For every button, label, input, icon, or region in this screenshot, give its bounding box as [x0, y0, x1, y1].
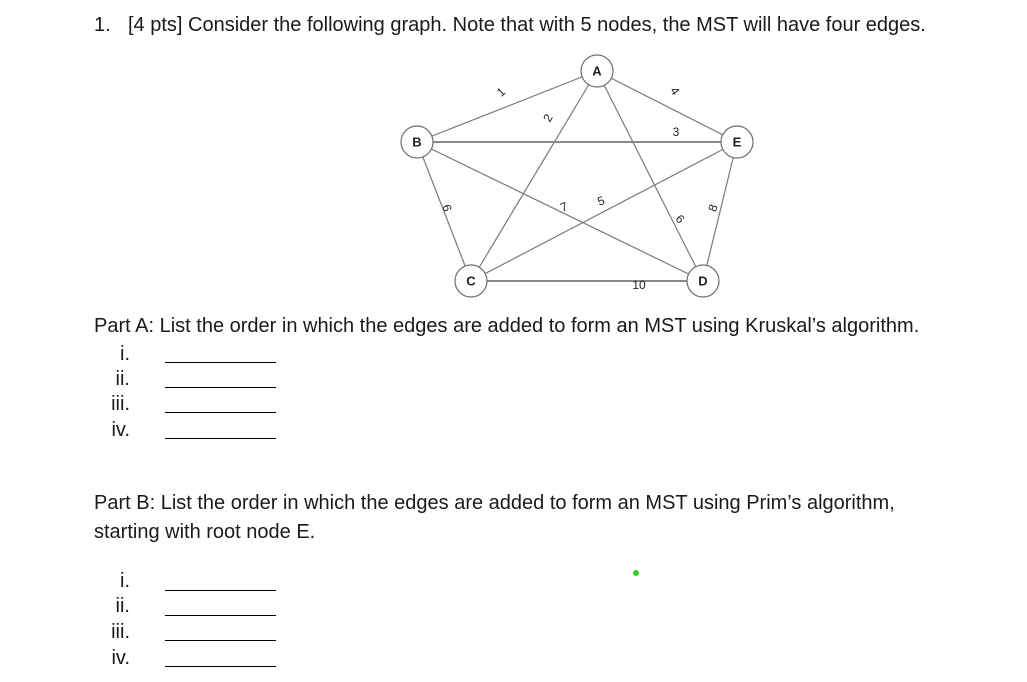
part-a-answer-blank-1 [165, 362, 276, 363]
edge-weight-b-d: 7 [558, 199, 570, 215]
node-d [687, 265, 719, 297]
edge-weight-a-d: 6 [672, 211, 688, 227]
node-e [721, 126, 753, 158]
part-a-item-2-label: ii. [115, 368, 130, 390]
question-number: 1. [94, 14, 111, 36]
edge-weight-e-d: 8 [705, 202, 721, 214]
part-b-prompt-line-2: starting with root node E. [94, 521, 316, 543]
part-b-item-4-label: iv. [111, 647, 130, 669]
edge-weight-a-c: 2 [540, 111, 556, 125]
node-label-a: A [592, 63, 602, 79]
part-a-prompt: Part A: List the order in which the edges are added to form an MST using Kruskal’s algorithm. [94, 315, 920, 337]
edge-weight-c-d: 10 [632, 278, 646, 292]
edge-weight-b-c: 6 [439, 202, 455, 214]
edge-weight-c-e: 5 [595, 193, 607, 209]
edge-b-d [417, 142, 703, 281]
part-b-answer-blank-3 [165, 640, 276, 641]
part-a-item-1-label: i. [120, 343, 130, 365]
part-a-item-3-label: iii. [111, 393, 130, 415]
node-a [581, 55, 613, 87]
part-b-item-1-label: i. [120, 570, 130, 592]
part-b-item-3-label: iii. [111, 621, 130, 643]
part-b-item-2-label: ii. [115, 595, 130, 617]
part-b-prompt-line-1: Part B: List the order in which the edges are added to form an MST using Prim’s algorithm, [94, 492, 895, 514]
part-a-item-4-label: iv. [111, 419, 130, 441]
part-a-answer-blank-2 [165, 387, 276, 388]
node-c [455, 265, 487, 297]
part-a-answer-blank-4 [165, 438, 276, 439]
node-label-c: C [466, 273, 476, 289]
edge-weight-b-e: 3 [672, 125, 680, 139]
edge-a-b [417, 71, 597, 142]
part-a-answer-blank-3 [165, 412, 276, 413]
edge-e-d [703, 142, 737, 281]
edge-weight-a-b: 1 [493, 84, 509, 100]
edge-a-c [471, 71, 597, 281]
node-label-b: B [412, 134, 422, 150]
node-label-e: E [732, 134, 742, 150]
node-b [401, 126, 433, 158]
green-dot-marker [633, 570, 639, 576]
part-b-answer-blank-4 [165, 666, 276, 667]
edge-a-e [597, 71, 737, 142]
edge-c-e [471, 142, 737, 281]
edge-weight-a-e: 4 [667, 84, 683, 98]
part-b-answer-blank-2 [165, 615, 276, 616]
question-text: [4 pts] Consider the following graph. Note that with 5 nodes, the MST will have four edges. [128, 14, 926, 36]
edge-a-d [597, 71, 703, 281]
part-b-answer-blank-1 [165, 590, 276, 591]
node-label-d: D [698, 273, 708, 289]
